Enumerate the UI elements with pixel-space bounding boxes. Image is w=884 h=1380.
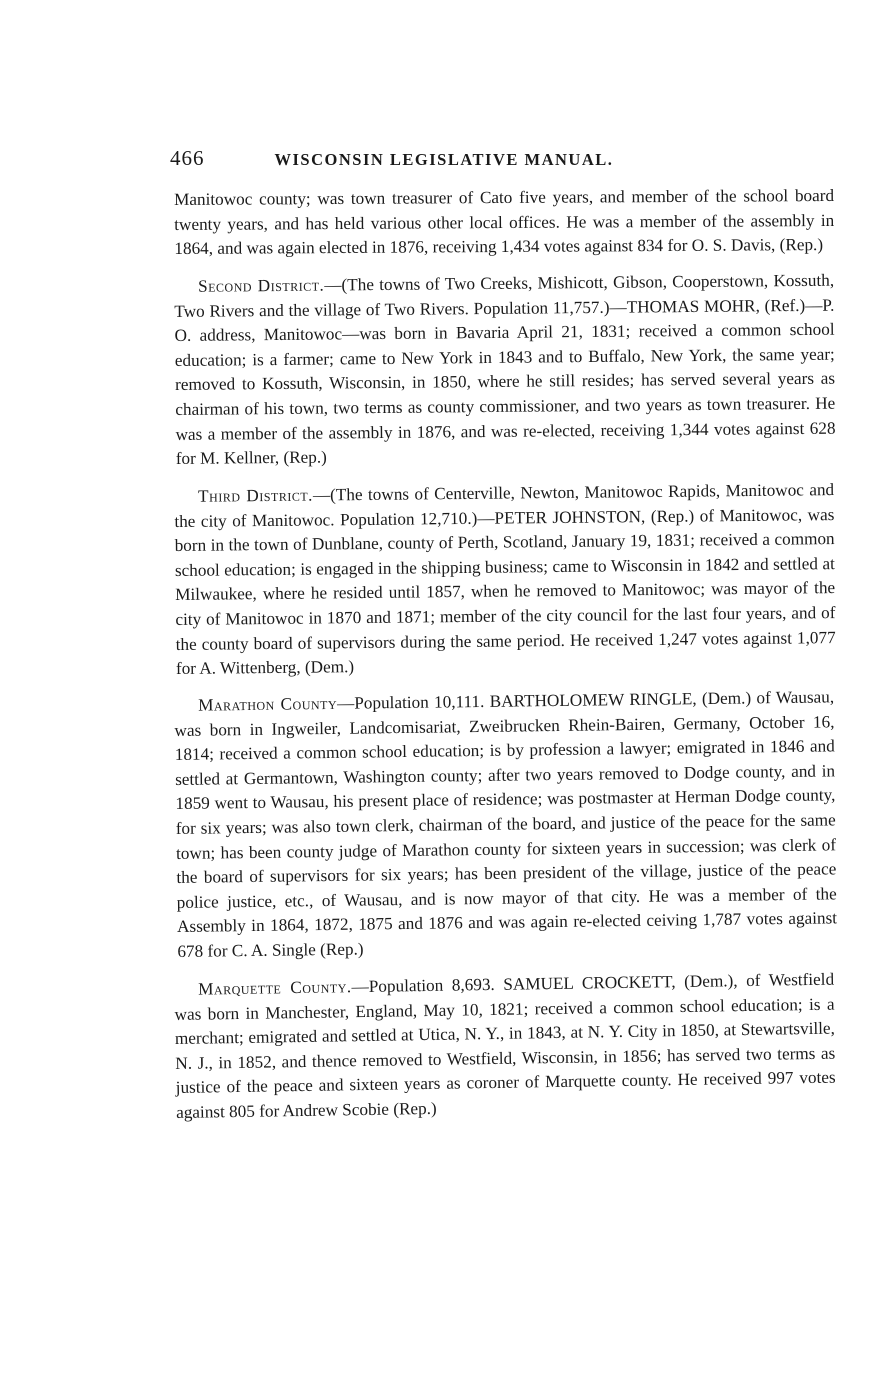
paragraph-text: —(The towns of Centerville, Newton, Manitowoc Rapids, Manitowoc and the city of Manitowoc. Population 12,710.)—PETER JOHNSTON, (Rep.) of Manitowoc, was born in the town of Dunblane, county of Perth, Scotland, January 19, 1831; received a common school education; is engaged in the shipping business; came to Wisconsin in 1842 and settled at Milwaukee, where he resided until 1857, when he removed to Manitowoc; was mayor of the city of Manitowoc in 1870 and 1871; member of the city council for the last four years, and of the county board of supervisors during the same period. He received 1,247 votes against 1,077 for A. Wittenberg, (Dem.) — [174, 479, 836, 678]
paragraph-manitowoc-first-district-continued — [174, 184, 834, 262]
section-lead: Marathon County — [198, 694, 338, 715]
paragraph-text: —Population 8,693. SAMUEL CROCKETT, (Dem.), of Westfield was born in Manchester, England, May 10, 1821; received a common school education; is a merchant; emigrated and settled at Utica, N. Y., in 1843, at N. Y. City in 1850, at Stewartsville, N. J., in 1852, and thence removed to Westfield, Wisconsin, in 1856; has served two terms as justice of the peace and sixteen years as coroner of Marquette county. He received 997 votes against 805 for Andrew Scobie (Rep.) — [174, 969, 836, 1122]
paragraph-text: Manitowoc county; was town treasurer of Cato five years, and member of the school board twenty years, and has held various other local offices. He was a member of the assembly in 1864, and was again elected in 1876, receiving 1,434 votes against 834 for O. S. Davis, (Rep.) — [174, 185, 835, 259]
paragraph-marquette-county — [174, 967, 836, 1125]
running-title: WISCONSIN LEGISLATIVE MANUAL. — [274, 150, 614, 169]
page-header — [170, 146, 690, 171]
paragraph-third-district — [174, 478, 836, 682]
paragraph-marathon-county — [174, 686, 837, 965]
body-text — [174, 185, 838, 1138]
paragraph-text: —(The towns of Two Creeks, Mishicott, Gibson, Cooperstown, Kossuth, Two Rivers and the village of Two Rivers. Population 11,757.)—THOMAS MOHR, (Ref.)—P. O. address, Manitowoc—was born in Bavaria April 21, 1831; received a common school education; is a farmer; came to New York in 1843 and to Buffalo, New York, the same year; removed to Kossuth, Wisconsin, in 1850, where he still resides; has served several years as chairman of his town, two terms as county commissioner, and two years as town treasurer. He was a member of the assembly in 1876, and was re-elected, receiving 1,344 votes against 628 for M. Kellner, (Rep.) — [174, 270, 836, 468]
section-lead: Second District. — [198, 275, 325, 296]
section-lead: Marquette County. — [198, 977, 352, 999]
page-number: 466 — [170, 146, 205, 170]
section-lead: Third District. — [198, 485, 314, 506]
paragraph-second-district — [174, 268, 836, 471]
paragraph-text: —Population 10,111. BARTHOLOMEW RINGLE, (Dem.) of Wausau, was born in Ingweiler, Landcomisariat, Zweibrucken Rhein-Bairen, Germany, October 16, 1814; received a common school education; is by profession a lawyer; emigrated in 1846 and settled at Germantown, Washington county; after two years removed to Dodge county, and in 1859 went to Wausau, his present place of residence; was postmaster at Herman Dodge county, for six years; was also town clerk, chairman of the board, and justice of the peace for the same town; has been county judge of Marathon county for sixteen years in succession; was clerk of the board of supervisors for six years; has been president of the village, justice of the peace police justice, etc., of Wausau, and is now mayor of that city. He was a member of the Assembly in 1864, 1872, 1875 and 1876 and was again re-elected ceiving 1,787 votes against 678 for C. A. Single (Rep.) — [174, 687, 838, 962]
